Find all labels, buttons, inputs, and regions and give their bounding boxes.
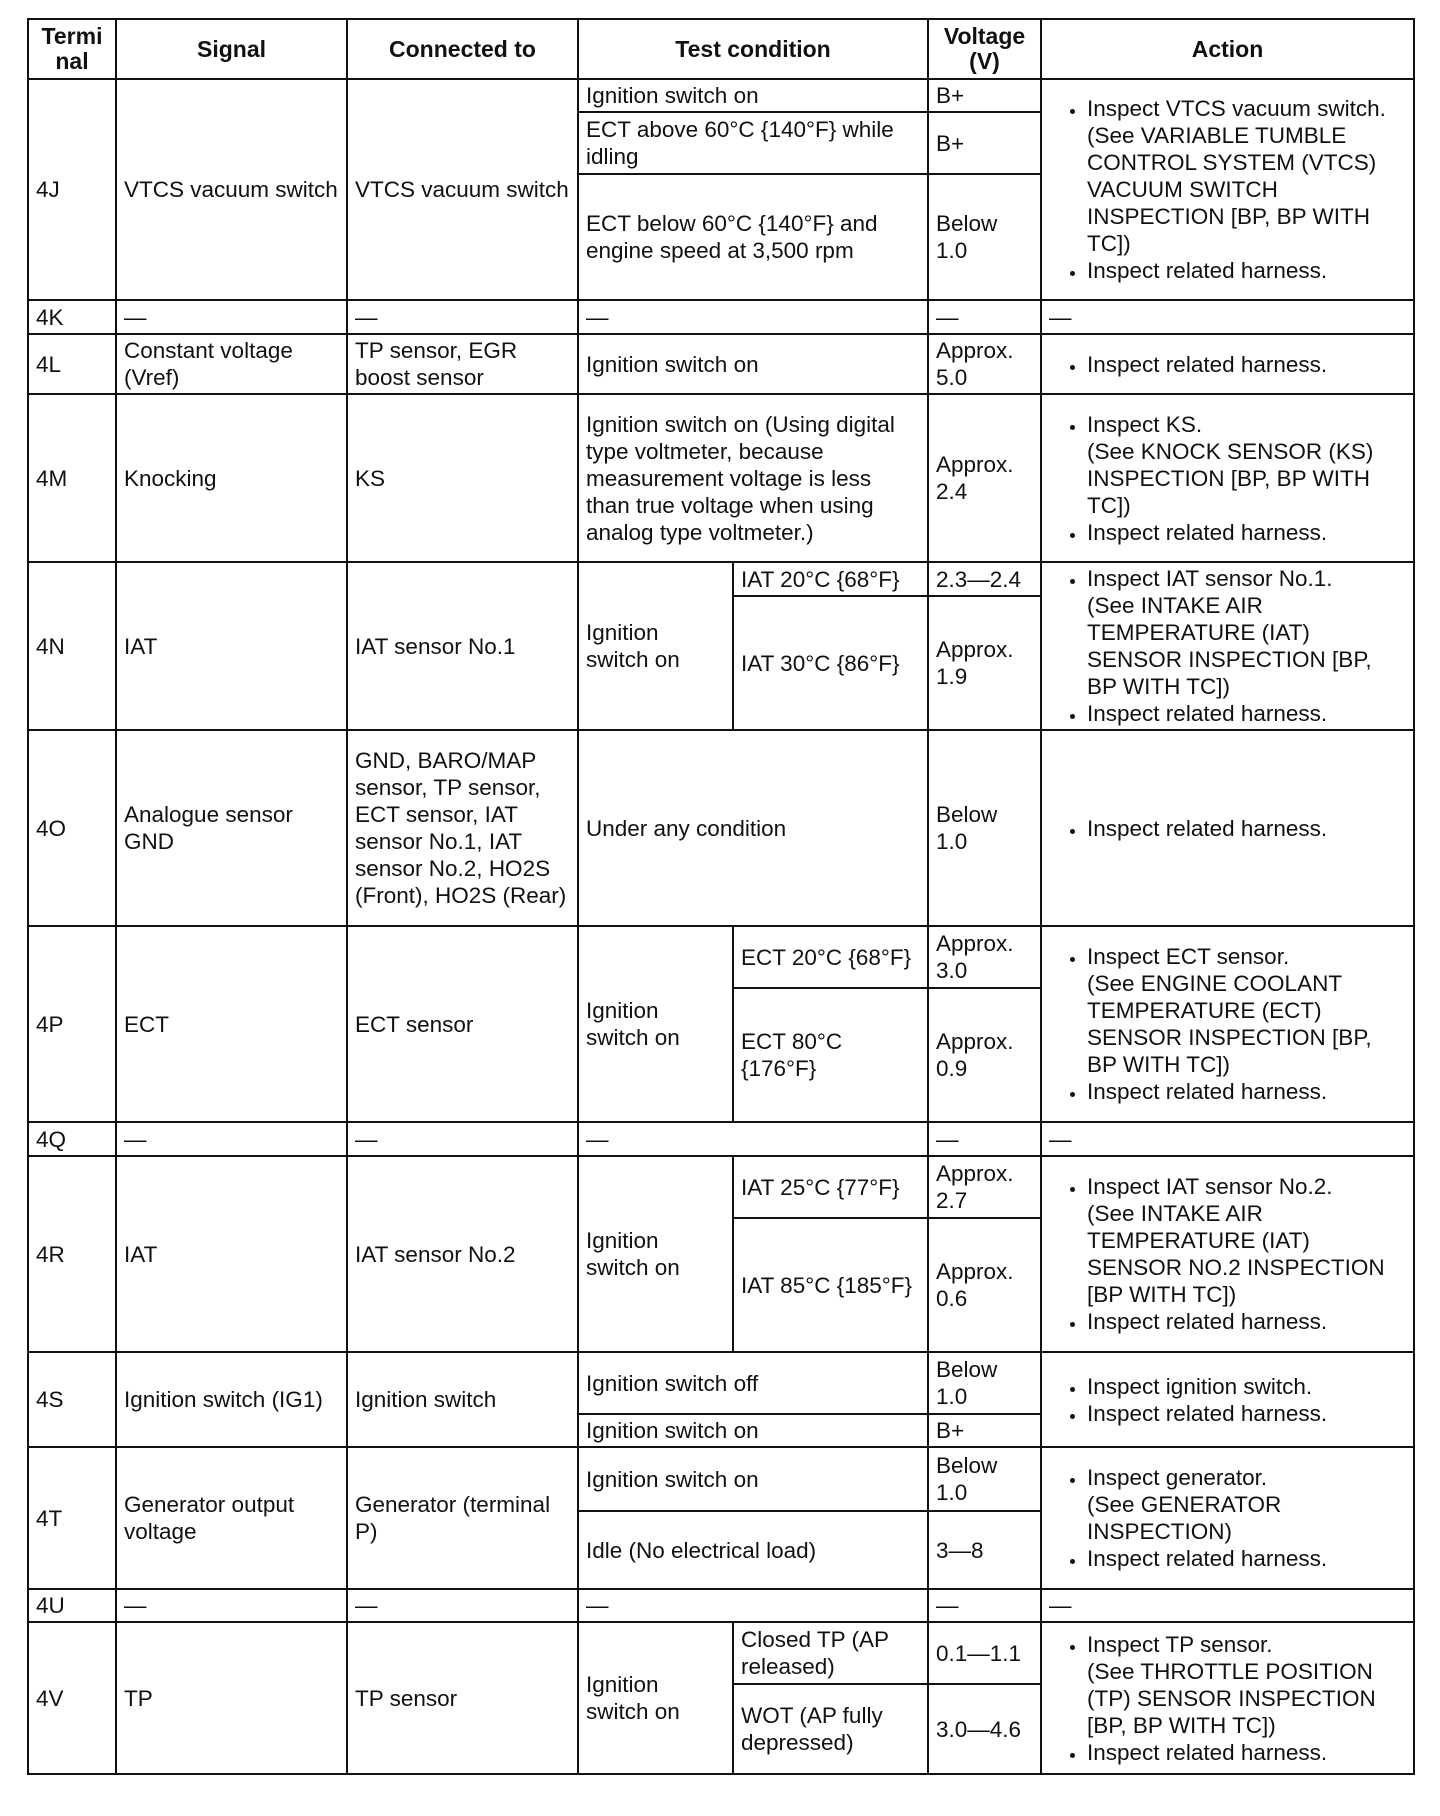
action-cell: —	[1041, 300, 1414, 334]
action-cell	[1041, 730, 1414, 926]
header-terminal: Termi nal	[28, 19, 116, 79]
action-reference: (See THROTTLE POSITION (TP) SENSOR INSPECTION [BP, BP WITH TC])	[1087, 1658, 1376, 1738]
signal-cell: —	[116, 300, 347, 334]
table-row	[28, 394, 1414, 562]
action-text: Inspect IAT sensor No.2.	[1087, 1174, 1333, 1199]
voltage-cell: B+	[928, 112, 1041, 174]
action-reference: (See KNOCK SENSOR (KS) INSPECTION [BP, BP WITH TC])	[1087, 438, 1374, 518]
action-item: • Inspect related harness.	[1087, 1400, 1406, 1427]
terminal-cell: 4R	[28, 1156, 116, 1352]
signal-cell: Generator output voltage	[116, 1447, 347, 1589]
connected-cell: —	[347, 1122, 578, 1156]
condition-cell: Ignition switch on	[578, 1414, 928, 1447]
signal-cell: IAT	[116, 562, 347, 730]
terminal-cell: 4U	[28, 1589, 116, 1622]
action-item: • Inspect related harness.	[1087, 1308, 1406, 1335]
condition-cell: Ignition switch on	[578, 926, 733, 1122]
table-row	[28, 562, 1414, 596]
action-item	[1087, 1631, 1406, 1739]
header-voltage: Voltage (V)	[928, 19, 1041, 79]
table-row	[28, 1589, 1414, 1622]
subcondition-cell: ECT 20°C {68°F}	[733, 926, 928, 988]
action-item: • Inspect ignition switch.	[1087, 1373, 1406, 1400]
action-reference: (See INTAKE AIR TEMPERATURE (IAT) SENSOR INSPECTION [BP, BP WITH TC])	[1087, 593, 1372, 699]
voltage-cell: Approx. 5.0	[928, 334, 1041, 394]
action-cell	[1041, 1352, 1414, 1447]
condition-cell: ECT above 60°C {140°F} while idling	[578, 112, 928, 174]
action-text: Inspect ECT sensor.	[1087, 944, 1290, 969]
table-row	[28, 1156, 1414, 1218]
action-item: • Inspect related harness.	[1087, 519, 1406, 546]
header-action: Action	[1041, 19, 1414, 79]
action-cell	[1041, 1156, 1414, 1352]
voltage-cell: —	[928, 1589, 1041, 1622]
voltage-cell: Approx. 0.6	[928, 1218, 1041, 1352]
condition-cell: Ignition switch on	[578, 1622, 733, 1774]
action-item: • Inspect related harness.	[1087, 1739, 1406, 1766]
condition-cell: Ignition switch on	[578, 79, 928, 112]
signal-cell: Knocking	[116, 394, 347, 562]
voltage-cell: Below 1.0	[928, 1352, 1041, 1414]
action-cell	[1041, 79, 1414, 300]
signal-cell: ECT	[116, 926, 347, 1122]
action-item: • Inspect related harness.	[1087, 815, 1406, 842]
action-text: Inspect IAT sensor No.1.	[1087, 566, 1333, 591]
condition-cell: Ignition switch on	[578, 334, 928, 394]
subcondition-cell: IAT 85°C {185°F}	[733, 1218, 928, 1352]
action-cell	[1041, 394, 1414, 562]
action-item: • Inspect related harness.	[1087, 257, 1406, 284]
connected-cell: KS	[347, 394, 578, 562]
header-connected-to: Connected to	[347, 19, 578, 79]
signal-cell: Constant voltage (Vref)	[116, 334, 347, 394]
action-cell: —	[1041, 1122, 1414, 1156]
voltage-cell: Approx. 2.7	[928, 1156, 1041, 1218]
terminal-voltage-table	[27, 18, 1415, 1775]
voltage-cell: Approx. 0.9	[928, 988, 1041, 1122]
table-row	[28, 1622, 1414, 1684]
voltage-cell: Approx. 1.9	[928, 596, 1041, 730]
action-cell	[1041, 1622, 1414, 1774]
condition-cell: Ignition switch off	[578, 1352, 928, 1414]
action-item	[1087, 95, 1406, 257]
subcondition-cell: IAT 30°C {86°F}	[733, 596, 928, 730]
voltage-cell: 3—8	[928, 1511, 1041, 1589]
connected-cell: —	[347, 300, 578, 334]
action-cell	[1041, 334, 1414, 394]
terminal-cell: 4J	[28, 79, 116, 300]
action-text: Inspect TP sensor.	[1087, 1631, 1273, 1657]
connected-cell: Generator (terminal P)	[347, 1447, 578, 1589]
subcondition-cell: ECT 80°C {176°F}	[733, 988, 928, 1122]
action-text: Inspect generator.	[1087, 1465, 1268, 1490]
action-item	[1087, 943, 1406, 1078]
condition-cell: ECT below 60°C {140°F} and engine speed at 3,500 rpm	[578, 174, 928, 300]
signal-cell: VTCS vacuum switch	[116, 79, 347, 300]
condition-cell: Idle (No electrical load)	[578, 1511, 928, 1589]
voltage-cell: B+	[928, 79, 1041, 112]
table-row	[28, 926, 1414, 988]
action-reference: (See GENERATOR INSPECTION)	[1087, 1492, 1282, 1544]
voltage-cell: Below 1.0	[928, 1447, 1041, 1511]
connected-cell: IAT sensor No.2	[347, 1156, 578, 1352]
signal-cell: Ignition switch (IG1)	[116, 1352, 347, 1447]
table-row	[28, 334, 1414, 394]
terminal-cell: 4M	[28, 394, 116, 562]
action-item	[1087, 1173, 1406, 1308]
condition-cell: Ignition switch on (Using digital type voltmeter, because measurement voltage is less than true voltage when using analog type voltmeter.)	[578, 394, 928, 562]
signal-cell: Analogue sensor GND	[116, 730, 347, 926]
voltage-cell: Approx. 3.0	[928, 926, 1041, 988]
terminal-cell: 4K	[28, 300, 116, 334]
terminal-cell: 4Q	[28, 1122, 116, 1156]
subcondition-cell: IAT 20°C {68°F}	[733, 562, 928, 596]
table-row	[28, 1447, 1414, 1511]
action-text: Inspect VTCS vacuum switch.	[1087, 96, 1386, 121]
connected-cell: —	[347, 1589, 578, 1622]
terminal-cell: 4S	[28, 1352, 116, 1447]
terminal-cell: 4L	[28, 334, 116, 394]
condition-cell: Ignition switch on	[578, 1156, 733, 1352]
action-item: • Inspect related harness.	[1087, 1078, 1406, 1105]
action-reference: (See INTAKE AIR TEMPERATURE (IAT) SENSOR NO.2 INSPECTION [BP WITH TC])	[1087, 1201, 1385, 1307]
voltage-cell: 2.3—2.4	[928, 562, 1041, 596]
voltage-cell: 0.1—1.1	[928, 1622, 1041, 1684]
connected-cell: TP sensor	[347, 1622, 578, 1774]
action-reference: (See VARIABLE TUMBLE CONTROL SYSTEM (VTCS) VACUUM SWITCH INSPECTION [BP, BP WITH TC])	[1087, 123, 1377, 256]
condition-cell: —	[578, 1589, 928, 1622]
action-cell	[1041, 562, 1414, 730]
terminal-cell: 4P	[28, 926, 116, 1122]
action-item	[1087, 565, 1406, 700]
table-row	[28, 730, 1414, 926]
signal-cell: —	[116, 1122, 347, 1156]
condition-cell: —	[578, 1122, 928, 1156]
signal-cell: —	[116, 1589, 347, 1622]
subcondition-cell: IAT 25°C {77°F}	[733, 1156, 928, 1218]
connected-cell: Ignition switch	[347, 1352, 578, 1447]
voltage-cell: Below 1.0	[928, 174, 1041, 300]
terminal-cell: 4N	[28, 562, 116, 730]
signal-cell: TP	[116, 1622, 347, 1774]
voltage-cell: Below 1.0	[928, 730, 1041, 926]
connected-cell: IAT sensor No.1	[347, 562, 578, 730]
action-item	[1087, 1464, 1406, 1545]
action-text: Inspect KS.	[1087, 411, 1203, 437]
action-item	[1087, 411, 1406, 519]
voltage-cell: Approx. 2.4	[928, 394, 1041, 562]
terminal-cell: 4V	[28, 1622, 116, 1774]
table-row	[28, 79, 1414, 112]
connected-cell: VTCS vacuum switch	[347, 79, 578, 300]
subcondition-cell: Closed TP (AP released)	[733, 1622, 928, 1684]
condition-cell: —	[578, 300, 928, 334]
connected-cell: ECT sensor	[347, 926, 578, 1122]
action-cell	[1041, 1447, 1414, 1589]
voltage-cell: B+	[928, 1414, 1041, 1447]
action-item: • Inspect related harness.	[1087, 1545, 1406, 1572]
table-row	[28, 1352, 1414, 1414]
connected-cell: TP sensor, EGR boost sensor	[347, 334, 578, 394]
voltage-cell: —	[928, 1122, 1041, 1156]
voltage-cell: 3.0—4.6	[928, 1684, 1041, 1774]
subcondition-cell: WOT (AP fully depressed)	[733, 1684, 928, 1774]
action-reference: (See ENGINE COOLANT TEMPERATURE (ECT) SENSOR INSPECTION [BP, BP WITH TC])	[1087, 971, 1372, 1077]
condition-cell: Under any condition	[578, 730, 928, 926]
action-cell: —	[1041, 1589, 1414, 1622]
terminal-cell: 4T	[28, 1447, 116, 1589]
condition-cell: Ignition switch on	[578, 1447, 928, 1511]
action-item: • Inspect related harness.	[1087, 700, 1406, 727]
signal-cell: IAT	[116, 1156, 347, 1352]
header-signal: Signal	[116, 19, 347, 79]
table-row	[28, 300, 1414, 334]
connected-cell: GND, BARO/MAP sensor, TP sensor, ECT sensor, IAT sensor No.1, IAT sensor No.2, HO2S (Front), HO2S (Rear)	[347, 730, 578, 926]
table-row	[28, 1122, 1414, 1156]
condition-cell: Ignition switch on	[578, 562, 733, 730]
header-test-condition: Test condition	[578, 19, 928, 79]
header-row	[28, 19, 1414, 79]
action-cell	[1041, 926, 1414, 1122]
terminal-cell: 4O	[28, 730, 116, 926]
action-item: • Inspect related harness.	[1087, 351, 1406, 378]
voltage-cell: —	[928, 300, 1041, 334]
